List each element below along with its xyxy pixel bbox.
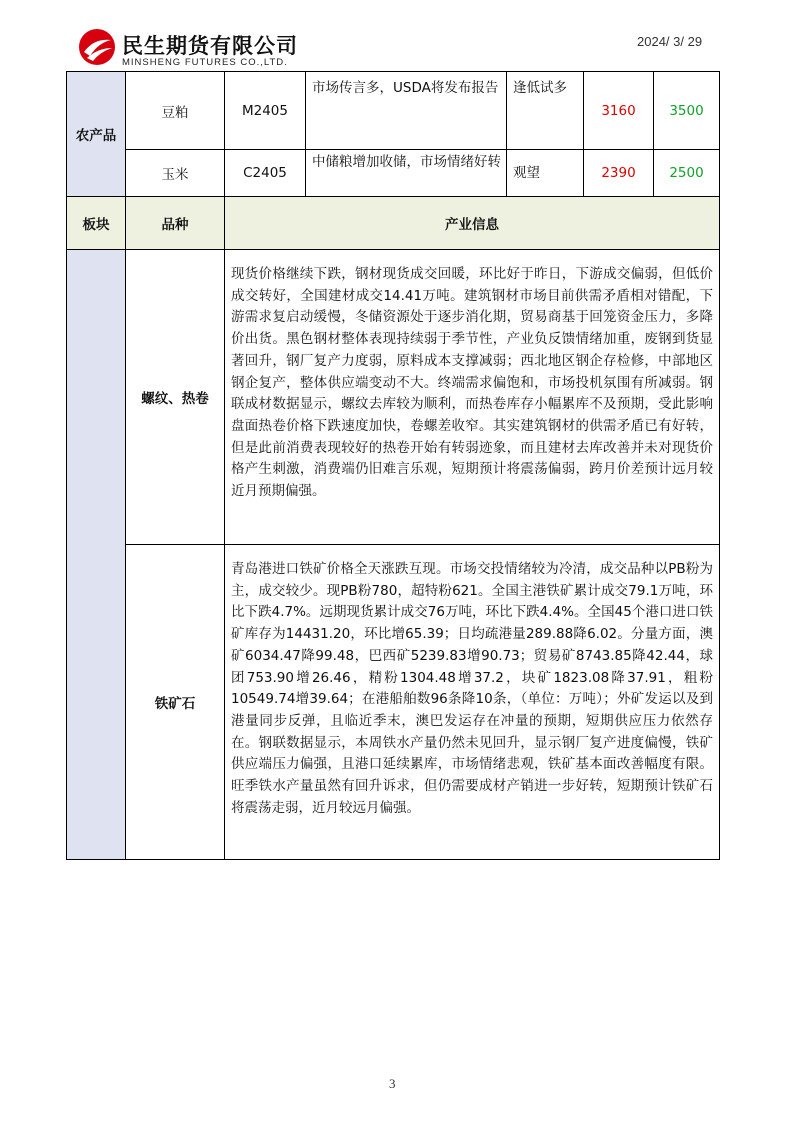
- data-table: [66, 71, 720, 860]
- report-date: 2024/ 3/ 29: [637, 34, 703, 49]
- strategy-cell: 观望: [507, 150, 584, 197]
- industry-info-cell: 现货价格继续下跌，钢材现货成交回暖，环比好于昨日，下游成交偏弱，但低价成交转好，全国建材成交14.41万吨。建筑钢材市场目前供需矛盾相对错配，下游需求复启动缓慢，冬储资源处于逐步消化期，贸易商基于回笼资金压力，多降价出货。黑色钢材整体表现持续弱于季节性，产业负反馈情绪加重，废钢到货显著回升，钢厂复产力度弱，原料成本支撑减弱；西北地区钢企存检修，中部地区钢企复产，整体供应端变动不大。终端需求偏饱和，市场投机氛围有所减弱。钢联成材数据显示，螺纹去库较为顺利，而热卷库存小幅累库不及预期，受此影响盘面热卷价格下跌速度加快，卷螺差收窄。其实建筑钢材的供需矛盾已有好转，但是此前消费表现较好的热卷开始有转弱迹象，而且建材去库改善并未对现货价格产生刺激，消费端仍旧难言乐观，短期预计将震荡偏弱，跨月价差预计远月较近月预期偏强。: [225, 250, 720, 545]
- column-header-industry-info: 产业信息: [225, 197, 720, 250]
- support-price-cell: 2390: [584, 150, 654, 197]
- contract-code-cell: C2405: [225, 150, 306, 197]
- resistance-price-cell: 2500: [654, 150, 720, 197]
- product-cell: 豆粕: [126, 72, 225, 150]
- page-header: [0, 0, 794, 72]
- variety-cell: 螺纹、热卷: [126, 250, 225, 545]
- industry-info-cell: 青岛港进口铁矿价格全天涨跌互现。市场交投情绪较为冷清，成交品种以PB粉为主，成交较少。现PB粉780，超特粉621。全国主港铁矿累计成交79.1万吨，环比下跌4.7%。远期现货累计成交76万吨，环比下跌4.4%。全国45个港口进口铁矿库存为14431.20，环比增65.39；日均疏港量289.88降6.02。分量方面，澳矿6034.47降99.48，巴西矿5239.83增90.73；贸易矿8743.85降42.44，球团753.90增26.46，精粉1304.48增37.2，块矿1823.08降37.91，粗粉10549.74增39.64；在港船舶数96条降10条，（单位：万吨）；外矿发运以及到港量同步反弹，且临近季末，澳巴发运存在冲量的预期，短期供应压力依然存在。钢联数据显示，本周铁水产量仍然未见回升，显示钢厂复产进度偏慢，铁矿供应端压力偏强，且港口延续累库，市场情绪悲观，铁矿基本面改善幅度有限。旺季铁水产量虽然有回升诉求，但仍需要成材产销进一步好转，短期预计铁矿石将震荡走弱，近月较远月偏强。: [225, 545, 720, 860]
- resistance-price-cell: 3500: [654, 72, 720, 150]
- variety-cell: 铁矿石: [126, 545, 225, 860]
- table-row: [67, 545, 720, 860]
- table-row: [67, 72, 720, 150]
- table-row: [67, 250, 720, 545]
- contract-code-cell: M2405: [225, 72, 306, 150]
- column-header-sector: 板块: [67, 197, 126, 250]
- company-name-cn: 民生期货有限公司: [122, 34, 298, 58]
- minsheng-logo-icon: [78, 28, 116, 66]
- company-logo: [78, 28, 318, 72]
- category-cell: 农产品: [67, 72, 126, 197]
- sector-cell: [67, 250, 126, 860]
- support-price-cell: 3160: [584, 72, 654, 150]
- table-header-row: [67, 197, 720, 250]
- comment-cell: 市场传言多，USDA将发布报告: [306, 72, 507, 150]
- table-row: [67, 150, 720, 197]
- strategy-cell: 逢低试多: [507, 72, 584, 150]
- comment-cell: 中储粮增加收储，市场情绪好转: [306, 150, 507, 197]
- column-header-variety: 品种: [126, 197, 225, 250]
- product-cell: 玉米: [126, 150, 225, 197]
- company-name-en: MINSHENG FUTURES CO.,LTD.: [122, 57, 288, 68]
- page-number: 3: [389, 1076, 396, 1091]
